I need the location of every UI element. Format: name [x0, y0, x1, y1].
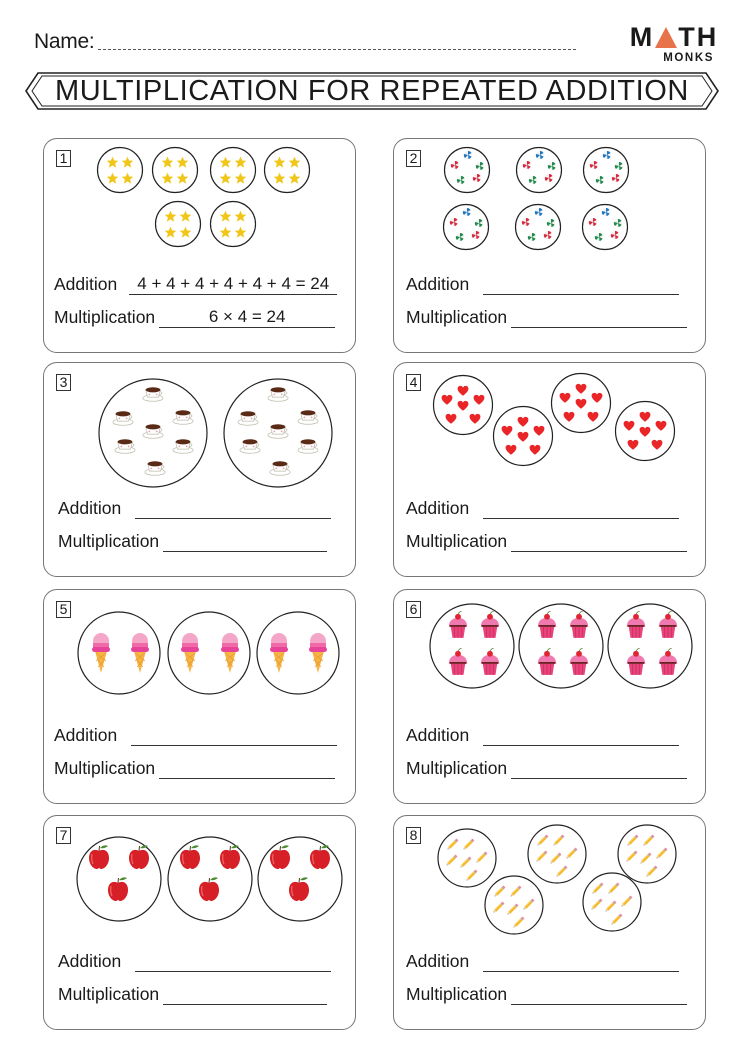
problem-number: 2: [406, 150, 421, 167]
addition-answer[interactable]: [483, 497, 679, 519]
star-groups-illustration: [44, 139, 357, 269]
apple-groups-illustration: [44, 816, 357, 946]
addition-label: Addition: [406, 274, 470, 294]
problem-card-4: [393, 362, 706, 577]
addition-answer[interactable]: 4 + 4 + 4 + 4 + 4 + 4 = 24: [129, 273, 337, 295]
multiplication-answer[interactable]: [511, 530, 687, 552]
multiplication-row: [54, 757, 335, 779]
multiplication-answer[interactable]: [511, 306, 687, 328]
problem-number: 7: [56, 827, 71, 844]
addition-row: [406, 497, 679, 519]
multiplication-row: [58, 983, 327, 1005]
addition-row: [406, 950, 679, 972]
name-row: [34, 30, 576, 54]
addition-answer[interactable]: [131, 724, 337, 746]
addition-label: Addition: [54, 725, 118, 745]
ice-cream-groups-illustration: [44, 590, 357, 720]
problem-card-1: [43, 138, 356, 353]
coffee-cup-icon: [113, 387, 318, 475]
problem-card-8: [393, 815, 706, 1030]
name-input-line[interactable]: [98, 34, 576, 50]
addition-label: Addition: [406, 725, 470, 745]
addition-answer[interactable]: [135, 950, 331, 972]
multiplication-label: Multiplication: [406, 531, 508, 551]
addition-answer[interactable]: [483, 724, 679, 746]
multiplication-row: [58, 530, 327, 552]
heart-groups-illustration: [394, 363, 707, 493]
star-icon: [107, 157, 301, 238]
problem-number: 6: [406, 601, 421, 618]
ice-cream-cone-icon: [92, 633, 327, 673]
addition-row: [406, 724, 679, 746]
triangle-icon: [655, 27, 677, 48]
multiplication-answer[interactable]: [511, 983, 687, 1005]
addition-row: [58, 497, 331, 519]
addition-row: [54, 724, 337, 746]
multiplication-label: Multiplication: [54, 307, 156, 327]
title-banner: [24, 71, 720, 111]
addition-answer[interactable]: [483, 950, 679, 972]
multiplication-row: [406, 983, 687, 1005]
multiplication-label: Multiplication: [406, 307, 508, 327]
addition-label: Addition: [406, 498, 470, 518]
multiplication-row: [406, 306, 687, 328]
multiplication-answer[interactable]: [163, 983, 327, 1005]
multiplication-answer[interactable]: [511, 757, 687, 779]
pencil-icon: [446, 834, 668, 928]
problem-card-7: [43, 815, 356, 1030]
addition-label: Addition: [58, 951, 122, 971]
name-label: Name:: [34, 30, 95, 53]
multiplication-label: Multiplication: [58, 984, 160, 1004]
problem-number: 1: [56, 150, 71, 167]
coffee-cup-groups-illustration: [44, 363, 357, 493]
problem-number: 3: [56, 374, 71, 391]
multiplication-answer[interactable]: 6 × 4 = 24: [159, 306, 335, 328]
multiplication-row: [54, 306, 335, 328]
multiplication-row: [406, 757, 687, 779]
multiplication-label: Multiplication: [406, 758, 508, 778]
cupcake-groups-illustration: [394, 590, 707, 720]
addition-answer[interactable]: [483, 273, 679, 295]
addition-label: Addition: [54, 274, 118, 294]
addition-row: [58, 950, 331, 972]
problem-card-3: [43, 362, 356, 577]
logo-math: M TH: [629, 22, 719, 52]
apple-icon: [89, 845, 330, 901]
multiplication-label: Multiplication: [54, 758, 156, 778]
cupcake-icon: [449, 611, 677, 675]
problem-card-2: [393, 138, 706, 353]
problem-number: 4: [406, 374, 421, 391]
pencil-groups-illustration: [394, 816, 707, 946]
multiplication-answer[interactable]: [163, 530, 327, 552]
multiplication-label: Multiplication: [58, 531, 160, 551]
multiplication-row: [406, 530, 687, 552]
addition-row: [54, 273, 337, 295]
logo-monks: MONKS: [663, 52, 714, 64]
multiplication-answer[interactable]: [159, 757, 335, 779]
peppermint-candy-icon: [450, 151, 623, 241]
heart-icon: [442, 384, 667, 455]
addition-answer[interactable]: [135, 497, 331, 519]
problem-card-5: [43, 589, 356, 804]
addition-row: [406, 273, 679, 295]
multiplication-label: Multiplication: [406, 984, 508, 1004]
problem-number: 8: [406, 827, 421, 844]
addition-label: Addition: [58, 498, 122, 518]
problem-card-6: [393, 589, 706, 804]
problem-number: 5: [56, 601, 71, 618]
addition-label: Addition: [406, 951, 470, 971]
math-monks-logo: [629, 22, 719, 64]
page-title: MULTIPLICATION FOR REPEATED ADDITION: [55, 74, 689, 107]
candy-groups-illustration: [394, 139, 707, 269]
